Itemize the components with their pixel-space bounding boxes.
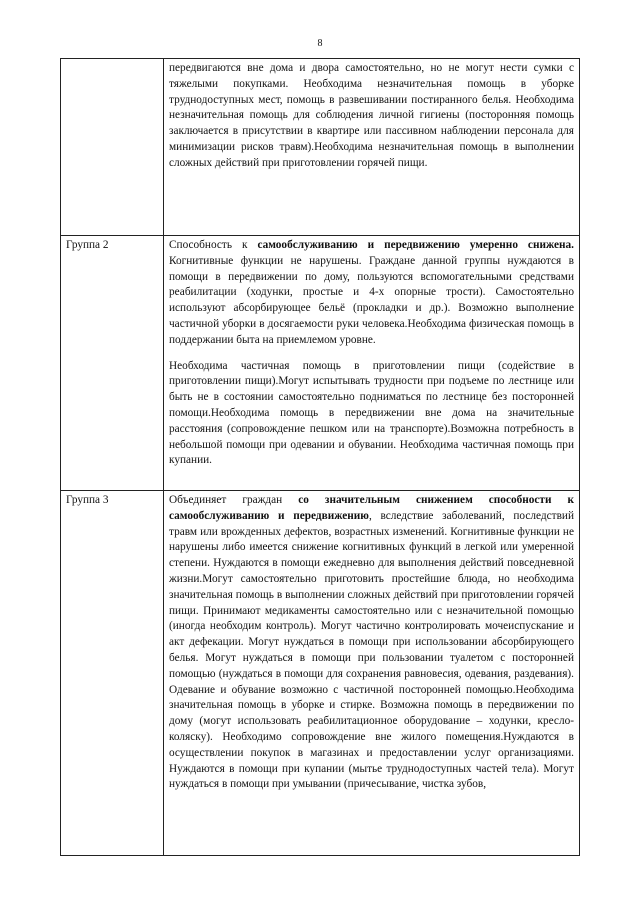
table-row-group-2 [61,236,580,491]
text-segment: Когнитивные функции не нарушены. Граждане данной группы нуждаются в помощи в передвижении по дому, пользуются вспомогательными средствами реабилитации (ходунки, простые и 4-х опорные трости). Самостоятельно используют абсорбирующее бельё (прокладки и др.). Возможно выполнение частичной уборки в досягаемости руки человека.Необходима физическая помощь в поддержании быта на приемлемом уровне. [169,254,574,346]
page-number: 8 [317,38,323,49]
text-segment: Необходима частичная помощь в приготовлении пищи (содействие в приготовлении пищи).Могут испытывать трудности при подъеме по лестнице или быть не в состоянии самостоятельно подниматься по лестнице без посторонней помощи.Необходима помощь в передвижении вне дома на значительные расстояния (сопровождение пешком или на транспорте).Возможна потребность в небольшой помощи при одевании и обувании. Необходима частичная помощь при купании. [169,359,574,467]
emphasis-text: со значительным снижением способности к самообслуживанию и передвижению [169,494,574,522]
description-paragraph [169,493,574,793]
table-row-continuation [61,59,580,236]
group-label-cell [61,59,164,236]
description-cell [164,491,580,856]
group-label-cell: Группа 3 [61,491,164,856]
text-segment: Объединяет граждан [169,494,299,506]
group-label-cell: Группа 2 [61,236,164,491]
text-segment: передвигаются вне дома и двора самостоятельно, но не могут нести сумки с тяжелыми покупками. Необходима незначительная помощь в уборке труднодоступных мест, помощь в развешивании постиранного белья. Необходима незначительная помощь для соблюдения личной гигиены (посторонняя помощь заключается в присутствии в квартире или пассивном наблюдении персонала для минимизации рисков травм).Необходима незначительная помощь в выполнении сложных действий при приготовлении горячей пищи. [169,62,574,169]
text-segment: , вследствие заболеваний, последствий травм или врожденных дефектов, возрастных изменений. Когнитивные функции не нарушены либо имеется снижение когнитивных функций в легкой или умеренной степени. Нуждаются в помощи ежедневно для выполнения действий повседневной жизни.Могут самостоятельно приготовить простейшие блюда, но необходима значительная помощь в выполнении сложных действий при приготовлении горячей пищи. Принимают медикаменты самостоятельно или с незначительной помощью (иногда необходим контроль). Могут частично контролировать мочеиспускание и акт дефекации. Могут нуждаться в помощи при использовании абсорбирующего белья. Могут нуждаться в помощи при пользовании туалетом с посторонней помощью (нуждаться в помощи для сохранения равновесия, одевания, раздевания). Одевание и обувание возможно с частичной посторонней помощью.Необходима значительная помощь в уборке и стирке. Возможна помощь в передвижении по дому (могут использовать реабилитационное оборудование – ходунки, кресло-коляску). Необходимо сопровождение вне жилого помещения.Нуждаются в осуществлении покупок в магазинах и предоставлении услуг организациями. Нуждаются в помощи при купании (мытье труднодоступных частей тела). Могут нуждаться в помощи при умывании (причесывание, чистка зубов, [169,509,575,791]
text-segment: Способность к [169,239,258,251]
table-row-group-3 [61,491,580,856]
care-groups-table [60,58,580,856]
emphasis-text: самообслуживанию и передвижению умеренно снижена. [257,239,575,251]
description-cell [164,59,580,236]
description-paragraph [169,238,574,349]
description-paragraph [169,359,574,470]
description-cell [164,236,580,491]
description-paragraph [169,61,574,172]
